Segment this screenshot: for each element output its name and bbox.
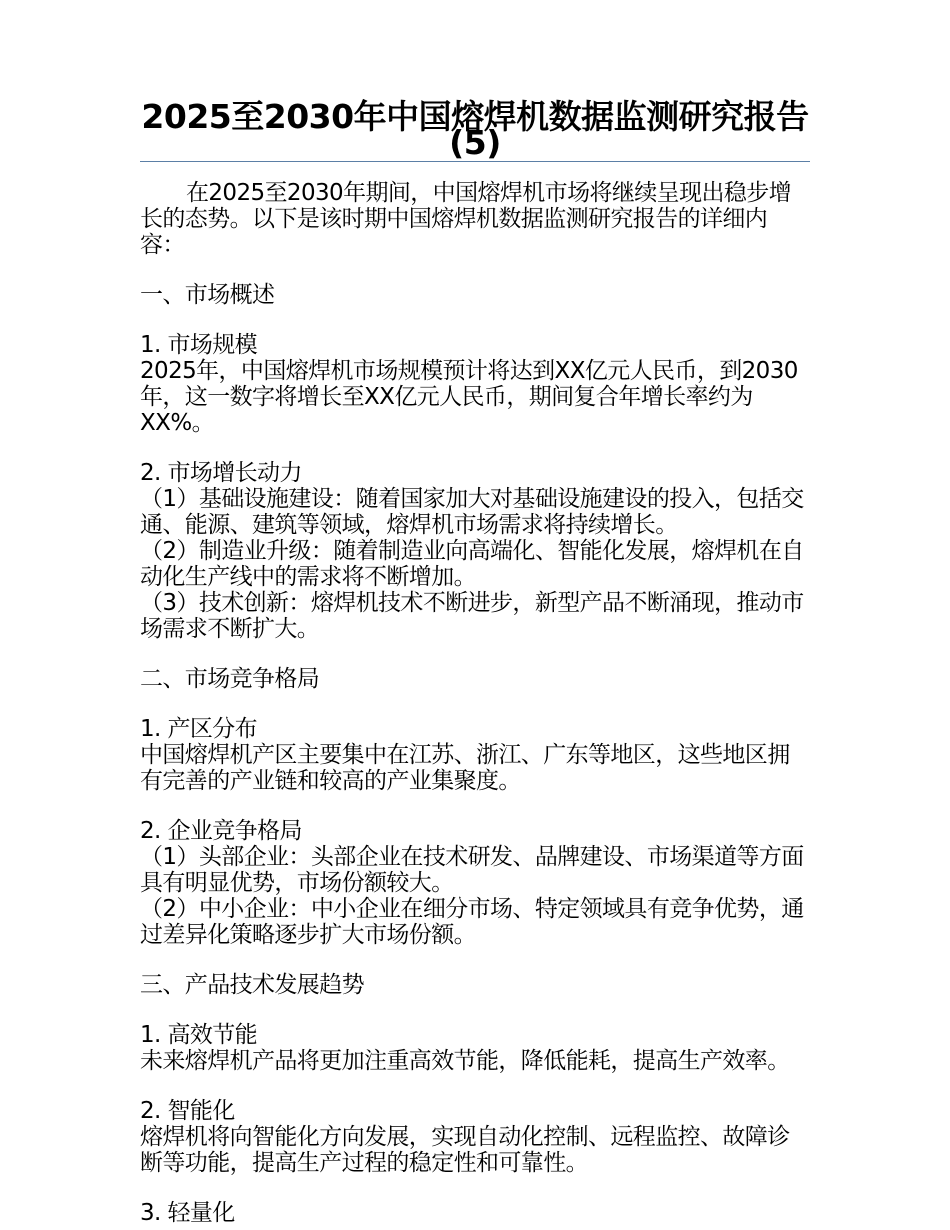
subsection-heading: 1. 市场规模 [140,332,258,358]
paragraph: （2）中小企业：中小企业在细分市场、特定领域具有竞争优势，通过差异化策略逐步扩大市场份额。 [140,896,804,948]
paragraph: （1）头部企业：头部企业在技术研发、品牌建设、市场渠道等方面具有明显优势，市场份额较大。 [140,844,804,896]
subsection-heading: 2. 市场增长动力 [140,460,302,486]
subsection-heading: 2. 智能化 [140,1098,235,1124]
paragraph: （2）制造业升级：随着制造业向高端化、智能化发展，熔焊机在自动化生产线中的需求将不断增加。 [140,538,804,590]
subsection-heading: 1. 产区分布 [140,716,258,742]
subsection-heading: 3. 轻量化 [140,1200,235,1226]
title-underline [140,161,810,162]
paragraph: 未来熔焊机产品将更加注重高效节能，降低能耗，提高生产效率。 [140,1048,790,1074]
intro-paragraph: 在2025至2030年期间，中国熔焊机市场将继续呈现出稳步增长的态势。以下是该时期中国熔焊机数据监测研究报告的详细内容： [140,180,792,258]
paragraph: 2025年，中国熔焊机市场规模预计将达到XX亿元人民币，到2030年，这一数字将增长至XX亿元人民币，期间复合年增长率约为XX%。 [140,358,798,436]
paragraph: （3）技术创新：熔焊机技术不断进步，新型产品不断涌现，推动市场需求不断扩大。 [140,590,804,642]
subsection-heading: 2. 企业竞争格局 [140,818,302,844]
section-heading: 一、市场概述 [140,282,275,308]
section-heading: 二、市场竞争格局 [140,666,320,692]
section-heading: 三、产品技术发展趋势 [140,972,365,998]
subsection-heading: 1. 高效节能 [140,1022,258,1048]
paragraph: （1）基础设施建设：随着国家加大对基础设施建设的投入，包括交通、能源、建筑等领域，熔焊机市场需求将持续增长。 [140,486,804,538]
document-body [140,180,810,1226]
paragraph: 熔焊机将向智能化方向发展，实现自动化控制、远程监控、故障诊断等功能，提高生产过程的稳定性和可靠性。 [140,1124,790,1176]
paragraph: 中国熔焊机产区主要集中在江苏、浙江、广东等地区，这些地区拥有完善的产业链和较高的产业集聚度。 [140,742,790,794]
document-title: 2025至2030年中国熔焊机数据监测研究报告(5) [141,97,809,162]
